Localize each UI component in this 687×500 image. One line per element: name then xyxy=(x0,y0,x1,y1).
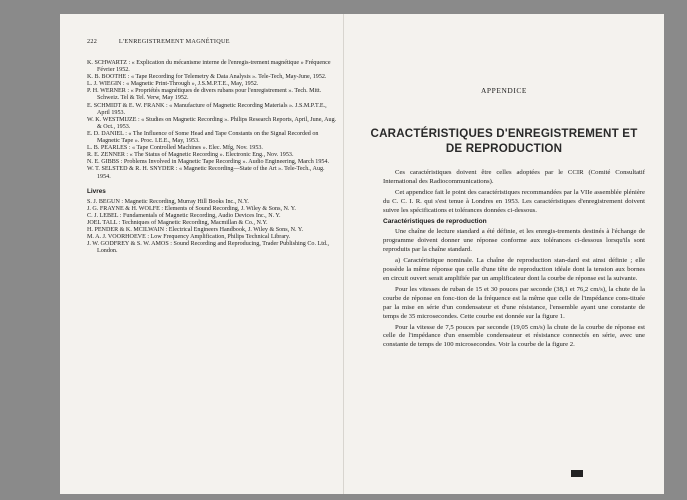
books-heading: Livres xyxy=(87,187,106,195)
paragraph: Une chaîne de lecture standard a été définie, et les enregis-trements destinés à l'échange de programme doivent donner une réponse conforme aux tolérances ci-dessous lorsqu'ils sont reproduits par la chaîne standard. xyxy=(383,228,645,254)
reference-item: P. H. WERNER : « Propriétés magnétiques de divers rubans pour l'enregistrement ». Tech. Mitt. Schweiz. Tel & Tel. Verw, May 1952. xyxy=(87,88,322,102)
paragraph: Cet appendice fait le point des caractéristiques recommandées par la VIIe assemblée plénière du C. C. I. R. qui s'est tenue à Londres en 1953. Les caractéristiques d'enregistrement doivent suivre les spécifications et tolérances données ci-dessous. xyxy=(383,188,645,214)
book-item: J. G. FRAYNE & H. WOLFE : Elements of Sound Recording, J. Wiley & Sons, N. Y. xyxy=(87,205,296,212)
paragraph: Pour la vitesse de 7,5 pouces par seconde (19,05 cm/s) la chute de la courbe de réponse est celle de l'impédance d'un ensemble condensateur et résistance connectés en série, avec une constante de temps de 100 microsecondes. Voir la courbe de la figure 2. xyxy=(383,323,645,349)
reference-item: W. T. SELSTED & R. H. SNYDER : « Magnetic Recording—State of the Art ». Tele-Tech., Aug. 1954. xyxy=(87,166,325,180)
paragraph: Pour les vitesses de ruban de 15 et 30 pouces par seconde (38,1 et 76,2 cm/s), la chute de la courbe de réponse en fonc-tion de la fréquence est la même que celle de l'impédance cons-tituée par la mise en série d'un condensateur et d'une résistance, l'ensemble ayant une constante de temps de 35 microsecondes. Cette courbe est donnée sur la figure 1. xyxy=(383,285,645,320)
reference-item: L. J. WIEGIN : « Magnetic Print-Through », J.S.M.P.T.E., May, 1952. xyxy=(87,81,259,88)
book-item: C. J. LEBEL : Fundamentals of Magnetic Recording, Audio Devices Inc., N. Y. xyxy=(87,212,281,219)
scan-mark xyxy=(571,470,583,477)
book-item: H. PENDER & K. MCILWAIN : Electrical Engineers Handbook, J. Wiley & Sons, N. Y. xyxy=(87,227,303,234)
page-number: 222 xyxy=(87,38,98,45)
appendix-label: APPENDICE xyxy=(480,86,528,95)
body-text xyxy=(383,169,645,352)
reference-item: E. SCHMIDT & E. W. FRANK : « Manufacture of Magnetic Recording Materials ». J.S.M.P.T.E., April 1953. xyxy=(87,102,327,116)
paragraph: a) Caractéristique nominale. La chaîne de reproduction stan-dard est ainsi définie ; elle possède la même réponse que celle d'une tête de reproduction idéale dont la tension aux bornes en circuit ouvert serait amplifiée par un amplificateur dont la courbe de réponse est la suivante. xyxy=(383,257,645,282)
reference-item: K. B. BOOTHE : « Tape Recording for Telemetry & Data Analysis ». Tele-Tech, May-June, 1952. xyxy=(87,74,327,81)
running-head xyxy=(87,38,230,45)
book-item: JOEL TALL : Techniques of Magnetic Recording, Macmillan & Co., N.Y. xyxy=(87,219,268,226)
right-page xyxy=(344,14,664,494)
reference-item: L. B. PEARLES : « Tape Controlled Machines ». Elec. Mfg, Nov. 1953. xyxy=(87,145,263,152)
reference-list xyxy=(87,60,337,255)
book-item: J. W. GODFREY & S. W. AMOS : Sound Recording and Reproducing, Trader Publishing Co. Ltd., London. xyxy=(87,241,330,255)
reference-item: K. SCHWARTZ : « Explication du mécanisme interne de l'enregis-trement magnétique » Fréquence Février 1952. xyxy=(87,60,331,74)
section-heading: Caractéristiques de reproduction xyxy=(383,217,487,225)
book-item: M. A. J. VOORHOEVE : Low Frequency Amplification, Philips Technical Library. xyxy=(87,234,291,241)
paragraph: Ces caractéristiques doivent être celles adoptées par le CCIR (Comité Consultatif International des Radiocommunications). xyxy=(383,169,645,185)
left-page xyxy=(60,14,344,494)
reference-item: N. E. GIBBS : Problems Involved in Magnetic Tape Recording ». Audio Engineering, March 1954. xyxy=(87,159,329,166)
running-head-title: L'ENREGISTREMENT MAGNÉTIQUE xyxy=(118,38,230,45)
reference-item: W. K. WESTMIJZE : « Studies on Magnetic Recording ». Philips Research Reports, April, June, Aug. & Oct., 1953. xyxy=(87,116,337,130)
reference-item: E. D. DANIEL : « The Influence of Some Head and Tape Constants on the Signal Recorded on Magnetic Tape ». Proc. I.E.E., May, 1953. xyxy=(87,130,319,145)
book-item: S. J. BEGUN : Magnetic Recording, Murray Hill Books Inc., N.Y. xyxy=(87,198,249,205)
reference-item: R. E. ZENNER : « The Status of Magnetic Recording ». Electronic Eng., Nov. 1953. xyxy=(87,152,294,159)
page-title: CARACTÉRISTIQUES D'ENREGISTREMENT ET DE REPRODUCTION xyxy=(370,127,638,155)
